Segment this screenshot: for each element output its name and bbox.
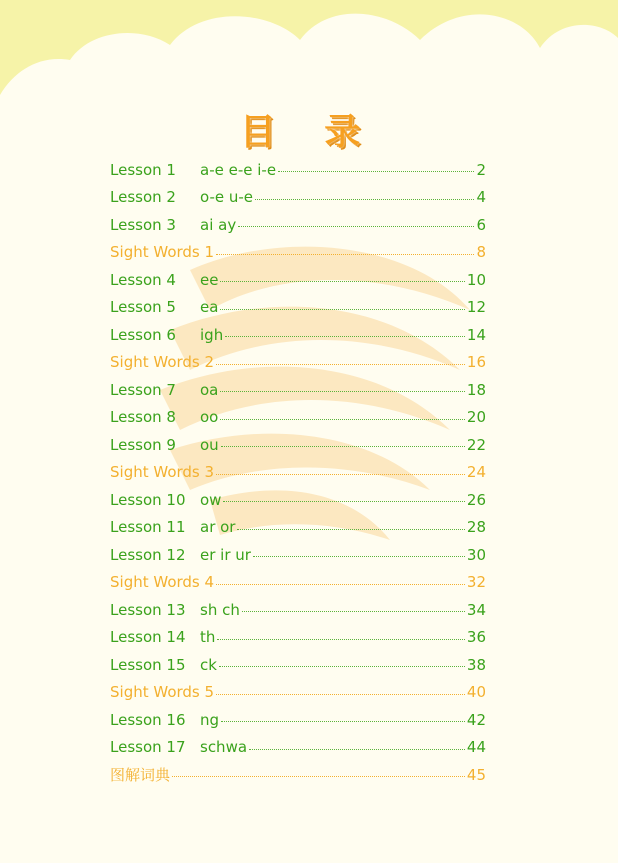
toc-entry-label: Lesson 11 [110, 518, 186, 537]
toc-entry-topic: o-e u-e [200, 188, 254, 207]
dot-leader [220, 419, 465, 420]
toc-entry-page-number: 22 [466, 435, 486, 454]
toc-entry-topic: schwa [200, 738, 248, 757]
toc-entry-page-number: 44 [466, 738, 486, 757]
toc-entry-page-number: 18 [466, 380, 486, 399]
toc-entry-label: Sight Words 3 [110, 463, 215, 482]
toc-entry[interactable] [110, 321, 486, 349]
toc-entry-label: Lesson 9 [110, 435, 176, 454]
toc-entry-topic: sh ch [200, 600, 240, 619]
toc-entry-label: 图解词典 [110, 766, 171, 785]
toc-entry[interactable] [110, 184, 486, 212]
toc-entry-label: Lesson 6 [110, 325, 176, 344]
toc-entry[interactable] [110, 596, 486, 624]
dot-leader [221, 721, 465, 722]
dot-leader [217, 639, 465, 640]
dot-leader [216, 694, 465, 695]
toc-entry-page-number: 38 [466, 655, 486, 674]
toc-entry-topic: ai ay [200, 215, 237, 234]
toc-entry-page-number: 10 [466, 270, 486, 289]
toc-entry-page-number: 8 [476, 243, 486, 262]
toc-entry-page-number: 42 [466, 710, 486, 729]
toc-entry-page-number: 20 [466, 408, 486, 427]
dot-leader [255, 199, 474, 200]
toc-entry-topic: ou [200, 435, 219, 454]
toc-entry[interactable] [110, 431, 486, 459]
toc-entry[interactable] [110, 349, 486, 377]
toc-entry-label: Lesson 8 [110, 408, 176, 427]
toc-entry-topic: ck [200, 655, 217, 674]
toc-entry-page-number: 16 [466, 353, 486, 372]
dot-leader [219, 666, 465, 667]
toc-entry-label: Lesson 3 [110, 215, 176, 234]
table-of-contents [110, 156, 486, 789]
dot-leader [242, 611, 465, 612]
toc-entry-page-number: 24 [466, 463, 486, 482]
toc-entry-label: Lesson 16 [110, 710, 186, 729]
toc-entry[interactable] [110, 266, 486, 294]
toc-entry[interactable] [110, 761, 486, 789]
toc-entry-page-number: 14 [466, 325, 486, 344]
toc-entry-topic: a-e e-e i-e [200, 160, 277, 179]
toc-entry-topic: igh [200, 325, 224, 344]
toc-entry-page-number: 12 [466, 298, 486, 317]
toc-entry-page-number: 40 [466, 683, 486, 702]
toc-entry-topic: ng [200, 710, 220, 729]
dot-leader [216, 364, 465, 365]
toc-entry-page-number: 26 [466, 490, 486, 509]
toc-entry[interactable] [110, 459, 486, 487]
toc-entry[interactable] [110, 651, 486, 679]
toc-entry[interactable] [110, 706, 486, 734]
toc-entry-label: Lesson 5 [110, 298, 176, 317]
toc-entry-page-number: 6 [476, 215, 486, 234]
dot-leader [238, 226, 474, 227]
toc-entry[interactable] [110, 679, 486, 707]
dot-leader [223, 501, 464, 502]
toc-entry[interactable] [110, 294, 486, 322]
toc-entry-label: Sight Words 1 [110, 243, 215, 262]
toc-entry[interactable] [110, 376, 486, 404]
toc-entry-label: Lesson 13 [110, 600, 186, 619]
toc-entry[interactable] [110, 404, 486, 432]
toc-entry-page-number: 32 [466, 573, 486, 592]
toc-entry-label: Lesson 17 [110, 738, 186, 757]
toc-entry-topic: oa [200, 380, 219, 399]
toc-entry-label: Lesson 4 [110, 270, 176, 289]
toc-entry-page-number: 28 [466, 518, 486, 537]
dot-leader [220, 281, 464, 282]
page-title: 目 录 [239, 112, 379, 153]
toc-entry-label: Sight Words 5 [110, 683, 215, 702]
toc-entry-page-number: 2 [476, 160, 486, 179]
dot-leader [249, 749, 465, 750]
toc-entry[interactable] [110, 514, 486, 542]
dot-leader [172, 776, 465, 777]
dot-leader [220, 391, 465, 392]
toc-entry-topic: ow [200, 490, 222, 509]
toc-entry-page-number: 45 [466, 765, 486, 784]
toc-entry-label: Sight Words 2 [110, 353, 215, 372]
toc-entry-label: Lesson 12 [110, 545, 186, 564]
dot-leader [278, 171, 474, 172]
toc-entry-label: Sight Words 4 [110, 573, 215, 592]
dot-leader [253, 556, 465, 557]
toc-entry-label: Lesson 15 [110, 655, 186, 674]
toc-entry-page-number: 34 [466, 600, 486, 619]
dot-leader [220, 309, 464, 310]
toc-entry-topic: ea [200, 298, 219, 317]
toc-entry-topic: er ir ur [200, 545, 251, 564]
toc-entry[interactable] [110, 624, 486, 652]
toc-entry-page-number: 36 [466, 628, 486, 647]
toc-entry-page-number: 4 [476, 188, 486, 207]
toc-entry-label: Lesson 14 [110, 628, 186, 647]
toc-entry[interactable] [110, 569, 486, 597]
toc-entry-label: Lesson 2 [110, 188, 176, 207]
toc-entry-topic: oo [200, 408, 219, 427]
toc-entry[interactable] [110, 211, 486, 239]
dot-leader [216, 584, 465, 585]
dot-leader [221, 446, 465, 447]
toc-entry[interactable] [110, 486, 486, 514]
toc-entry-topic: ar or [200, 518, 236, 537]
toc-entry[interactable] [110, 734, 486, 762]
toc-entry[interactable] [110, 541, 486, 569]
toc-entry-label: Lesson 7 [110, 380, 176, 399]
toc-entry-page-number: 30 [466, 545, 486, 564]
toc-entry[interactable] [110, 156, 486, 184]
toc-entry-label: Lesson 10 [110, 490, 186, 509]
dot-leader [237, 529, 464, 530]
toc-entry[interactable] [110, 239, 486, 267]
dot-leader [216, 474, 465, 475]
toc-entry-topic: ee [200, 270, 219, 289]
dot-leader [216, 254, 474, 255]
toc-entry-topic: th [200, 628, 216, 647]
dot-leader [225, 336, 465, 337]
toc-entry-label: Lesson 1 [110, 160, 176, 179]
